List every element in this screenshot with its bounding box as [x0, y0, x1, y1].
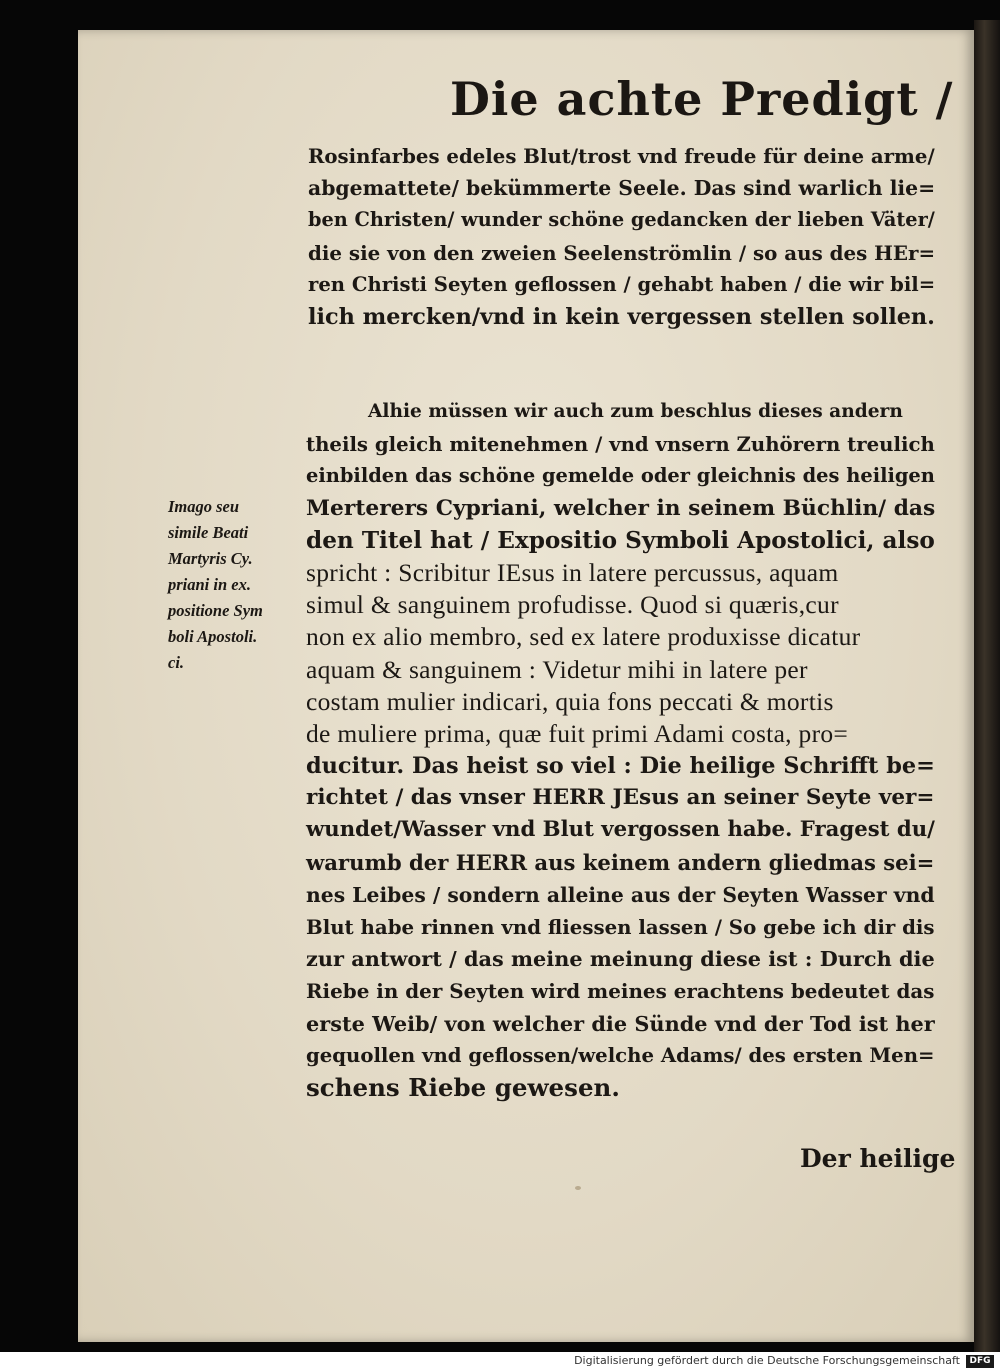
text-line: wundet/Wasser vnd Blut vergossen habe. Fragest du/ — [306, 817, 935, 843]
paper-stain — [575, 1186, 581, 1190]
text-line: non ex alio membro, sed ex latere produxisse dicatur — [306, 622, 861, 652]
text-line: abgemattete/ bekümmerte Seele. Das sind warlich lie= — [308, 176, 936, 201]
text-line: Merterers Cypriani, welcher in seinem Büchlin/ das — [306, 495, 936, 521]
margin-note-line: Imago seu — [168, 497, 240, 516]
text-line: nes Leibes / sondern alleine aus der Seyten Wasser vnd — [306, 882, 935, 907]
footer-credit: Digitalisierung gefördert durch die Deutsche Forschungsgemeinschaft — [574, 1354, 960, 1367]
text-line: ben Christen/ wunder schöne gedancken der lieben Väter/ — [308, 208, 935, 232]
page-heading: Die achte Predigt / — [450, 72, 954, 126]
text-line: ducitur. Das heist so viel : Die heilige Schrifft be= — [306, 753, 935, 780]
text-line: Rosinfarbes edeles Blut/trost vnd freude für deine arme/ — [308, 144, 935, 168]
text-line: einbilden das schöne gemelde oder gleichnis des heiligen — [306, 464, 935, 488]
text-line: theils gleich mitenehmen / vnd vnsern Zuhörern treulich — [306, 432, 935, 457]
text-line: zur antwort / das meine meinung diese ist : Durch die — [306, 946, 935, 972]
text-line: lich mercken/vnd in kein vergessen stellen sollen. — [308, 303, 935, 330]
text-line: erste Weib/ von welcher die Sünde vnd der Tod ist her — [306, 1010, 935, 1036]
text-line: den Titel hat / Expositio Symboli Apostolici, also — [306, 526, 935, 554]
text-line: die sie von den zweien Seelenströmlin / so aus des HEr= — [308, 240, 936, 265]
margin-note-line: priani in ex. — [168, 575, 251, 594]
margin-note-line: ci. — [168, 653, 185, 672]
text-line: richtet / das vnser HERR JEsus an seiner Seyte ver= — [306, 785, 935, 811]
text-line: Blut habe rinnen vnd fliessen lassen / So gebe ich dir dis — [306, 915, 935, 939]
text-line: de muliere prima, quæ fuit primi Adami costa, pro= — [306, 718, 849, 748]
margin-note-line: boli Apostoli. — [168, 627, 258, 646]
text-line: gequollen vnd geflossen/welche Adams/ des ersten Men= — [306, 1043, 935, 1067]
margin-note-line: simile Beati — [168, 523, 249, 542]
text-line: warumb der HERR aus keinem andern gliedmas sei= — [306, 849, 935, 875]
dfg-logo: DFG — [966, 1355, 994, 1368]
catchword: Der heilige — [800, 1144, 956, 1173]
paragraph-2 — [306, 396, 948, 1104]
text-line: schens Riebe gewesen. — [306, 1072, 620, 1102]
text-line: Alhie müssen wir auch zum beschlus dieses andern — [368, 401, 903, 422]
text-line: simul & sanguinem profudisse. Quod si quæris,cur — [306, 590, 839, 620]
text-line: costam mulier indicari, quia fons peccati & mortis — [306, 686, 834, 716]
margin-note-line: positione Sym — [168, 601, 263, 620]
paragraph-1 — [308, 140, 948, 333]
margin-note-line: Martyris Cy. — [168, 549, 253, 568]
footer-bar — [0, 1352, 1000, 1371]
margin-note — [168, 494, 286, 676]
text-line: spricht : Scribitur IEsus in latere percussus, aquam — [306, 557, 839, 587]
text-line: ren Christi Seyten geflossen / gehabt haben / die wir bil= — [308, 272, 936, 296]
text-line: Riebe in der Seyten wird meines erachtens bedeutet das — [306, 979, 935, 1004]
text-line: aquam & sanguinem : Videtur mihi in latere per — [306, 654, 808, 684]
book-spine — [974, 20, 1000, 1352]
